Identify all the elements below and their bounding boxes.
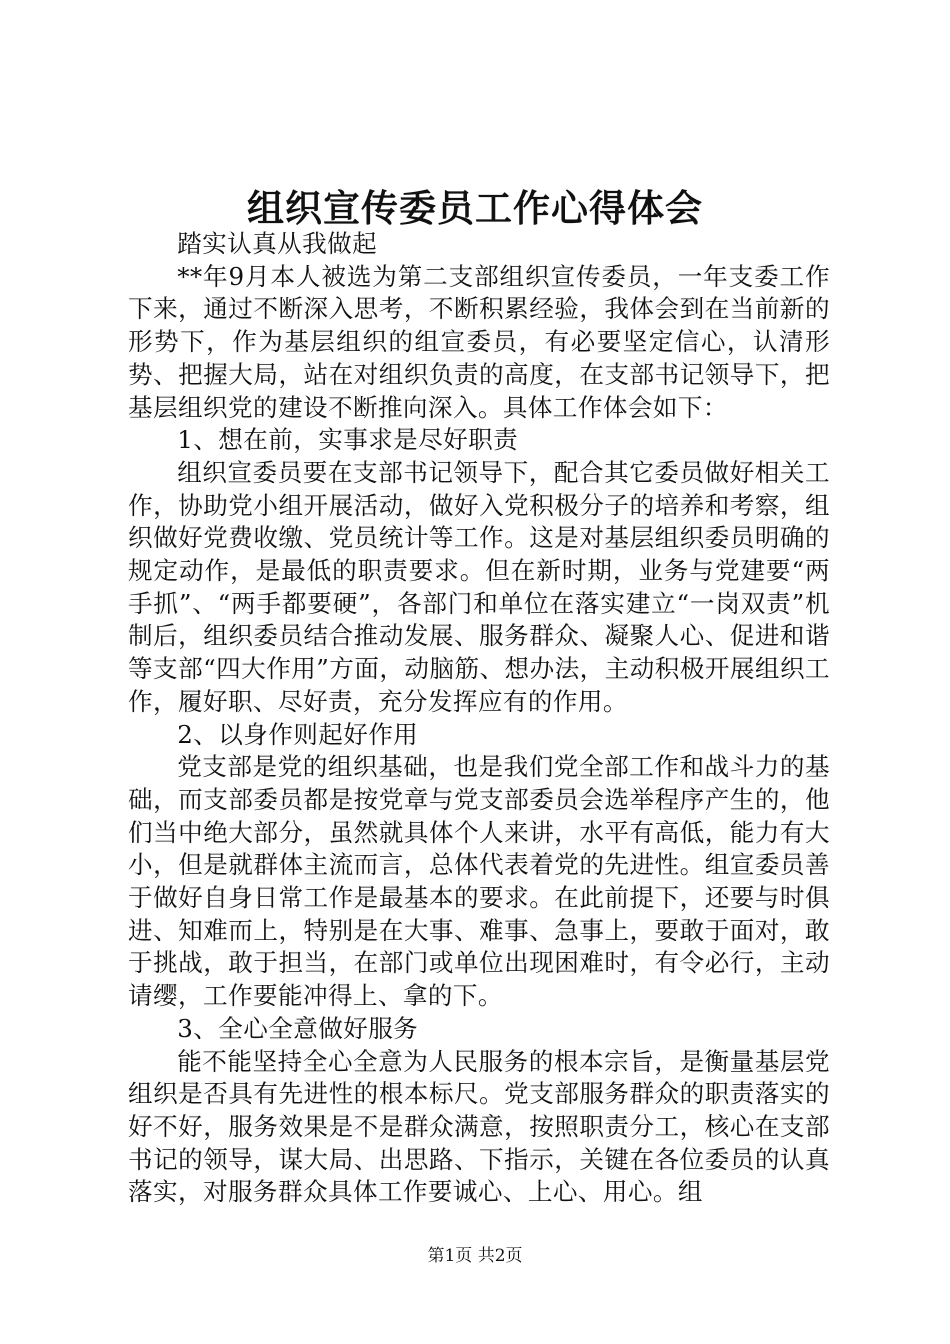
document-title: 组织宣传委员工作心得体会 [247,187,703,230]
paragraph-section-3: 能不能坚持全心全意为人民服务的根本宗旨，是衡量基层党组织是否具有先进性的根本标尺。党支部服务群众的职责落实的好不好，服务效果是不是群众满意，按照职责分工，核心在支部书记的领导，谋大局、出思路、下指示，关键在各位委员的认真落实，对服务群众具体工作要诚心、上心、用心。组 [128,1046,830,1207]
paragraph-section-1: 组织宣委员要在支部书记领导下，配合其它委员做好相关工作，协助党小组开展活动，做好入党积极分子的培养和考察，组织做好党费收缴、党员统计等工作。这是对基层组织委员明确的规定动作，是最低的职责要求。但在新时期，业务与党建要“两手抓”、“两手都要硬”，各部门和单位在落实建立“一岗双责”机制后，组织委员结合推动发展、服务群众、凝聚人心、促进和谐等支部“四大作用”方面，动脑筋、想办法，主动积极开展组织工作，履好职、尽好责，充分发挥应有的作用。 [128,457,830,716]
paragraph-intro: **年9月本人被选为第二支部组织宣传委员，一年支委工作下来，通过不断深入思考，不断积累经验，我体会到在当前新的形势下，作为基层组织的组宣委员，有必要坚定信心，认清形势、把握大局，站在对组织负责的高度，在支部书记领导下，把基层组织党的建设不断推向深入。具体工作体会如下： [128,261,830,422]
section-heading-2: 2、以身作则起好作用 [177,719,419,749]
section-heading-3: 3、全心全意做好服务 [177,1013,419,1043]
section-heading-1: 1、想在前，实事求是尽好职责 [177,425,519,455]
document-body [128,228,830,1209]
paragraph-section-2: 党支部是党的组织基础，也是我们党全部工作和战斗力的基础，而支部委员都是按党章与党支部委员会选举程序产生的，他们当中绝大部分，虽然就具体个人来讲，水平有高低，能力有大小，但是就群体主流而言，总体代表着党的先进性。组宣委员善于做好自身日常工作是最基本的要求。在此前提下，还要与时俱进、知难而上，特别是在大事、难事、急事上，要敢于面对，敢于挑战，敢于担当，在部门或单位出现困难时，有令必行，主动请缨，工作要能冲得上、拿的下。 [128,752,830,1011]
page-footer: 第1页 共2页 [427,1246,523,1266]
subtitle: 踏实认真从我做起 [177,229,378,258]
